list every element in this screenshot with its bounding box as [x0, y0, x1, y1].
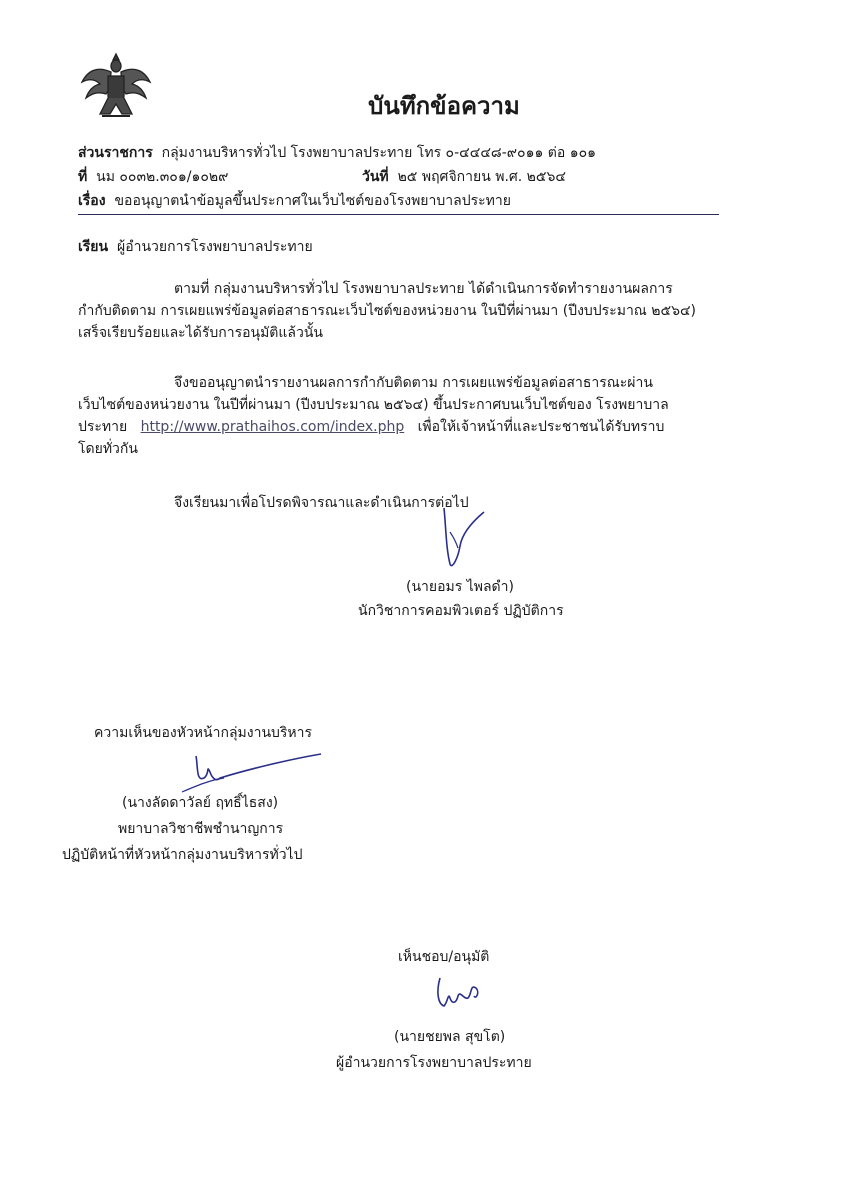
header-divider: [78, 214, 719, 215]
subject-value: ขออนุญาตนำข้อมูลขึ้นประกาศในเว็บไซต์ของโรงพยาบาลประทาย: [114, 193, 511, 209]
signature-3-scribble: [430, 970, 490, 1014]
paragraph-2-line-3: [78, 416, 719, 438]
agency-label: ส่วนราชการ: [78, 145, 153, 161]
reviewer-position-1: พยาบาลวิชาชีพชำนาญการ: [118, 821, 284, 837]
date-line: [362, 166, 566, 188]
reference-value: นม ๐๐๓๒.๓๐๑/๑๐๒๙: [96, 169, 229, 185]
paragraph-2-line-4: โดยทั่วกัน: [78, 441, 138, 457]
memo-title: บันทึกข้อความ: [368, 92, 520, 120]
approver-name: (นายชยพล สุขโต): [394, 1029, 506, 1045]
approver-heading: เห็นชอบ/อนุมัติ: [398, 949, 490, 965]
paragraph-1-line-2: กำกับติดตาม การเผยแพร่ข้อมูลต่อสาธารณะเว็บไซต์ของหน่วยงาน ในปีที่ผ่านมา (ปีงบประมาณ ๒๕๖๔): [78, 303, 697, 319]
subject-label: เรื่อง: [78, 193, 106, 209]
agency-line: [78, 142, 596, 164]
reference-label: ที่: [78, 169, 88, 185]
reviewer-heading: ความเห็นของหัวหน้ากลุ่มงานบริหาร: [94, 725, 313, 741]
paragraph-2-line-2: เว็บไซต์ของหน่วยงาน ในปีที่ผ่านมา (ปีงบประมาณ ๒๕๖๔) ขึ้นประกาศบนเว็บไซต์ของ โรงพยาบาล: [78, 397, 669, 413]
agency-value: กลุ่มงานบริหารทั่วไป โรงพยาบาลประทาย โทร ๐-๔๔๔๘-๙๐๑๑ ต่อ ๑๐๑: [161, 145, 597, 161]
reviewer-position-2: ปฏิบัติหน้าที่หัวหน้ากลุ่มงานบริหารทั่วไป: [62, 847, 303, 863]
reviewer-name: (นางลัดดาวัลย์ ฤทธิ์ไธสง): [122, 795, 279, 811]
signature-1-scribble: [432, 498, 492, 578]
approver-position: ผู้อำนวยการโรงพยาบาลประทาย: [336, 1055, 532, 1071]
paragraph-1-line-1: ตามที่ กลุ่มงานบริหารทั่วไป โรงพยาบาลประทาย ได้ดำเนินการจัดทำรายงานผลการ: [174, 281, 673, 297]
paragraph-2: [78, 372, 719, 460]
paragraph-2-line-3-start: ประทาย: [78, 419, 128, 435]
date-value: ๒๕ พฤศจิกายน พ.ศ. ๒๕๖๔: [397, 169, 566, 185]
paragraph-2-line-3-end: เพื่อให้เจ้าหน้าที่และประชาชนได้รับทราบ: [417, 419, 665, 435]
date-label: วันที่: [362, 169, 389, 185]
paragraph-2-line-1: จึงขออนุญาตนำรายงานผลการกำกับติดตาม การเผยแพร่ข้อมูลต่อสาธารณะผ่าน: [174, 375, 653, 391]
salutation-label: เรียน: [78, 239, 109, 255]
subject-line: [78, 190, 511, 212]
signer-1-name: (นายอมร ไพลดำ): [406, 579, 514, 595]
signer-1-position: นักวิชาการคอมพิวเตอร์ ปฏิบัติการ: [358, 603, 564, 619]
salutation-line: [78, 236, 313, 258]
salutation-value: ผู้อำนวยการโรงพยาบาลประทาย: [116, 239, 313, 255]
closing-line: จึงเรียนมาเพื่อโปรดพิจารณาและดำเนินการต่อไป: [174, 495, 469, 511]
reference-line: [78, 166, 228, 188]
paragraph-1-line-3: เสร็จเรียบร้อยและได้รับการอนุมัติแล้วนั้น: [78, 325, 323, 341]
website-link[interactable]: http://www.prathaihos.com/index.php: [140, 419, 405, 435]
paragraph-1: [78, 278, 719, 344]
